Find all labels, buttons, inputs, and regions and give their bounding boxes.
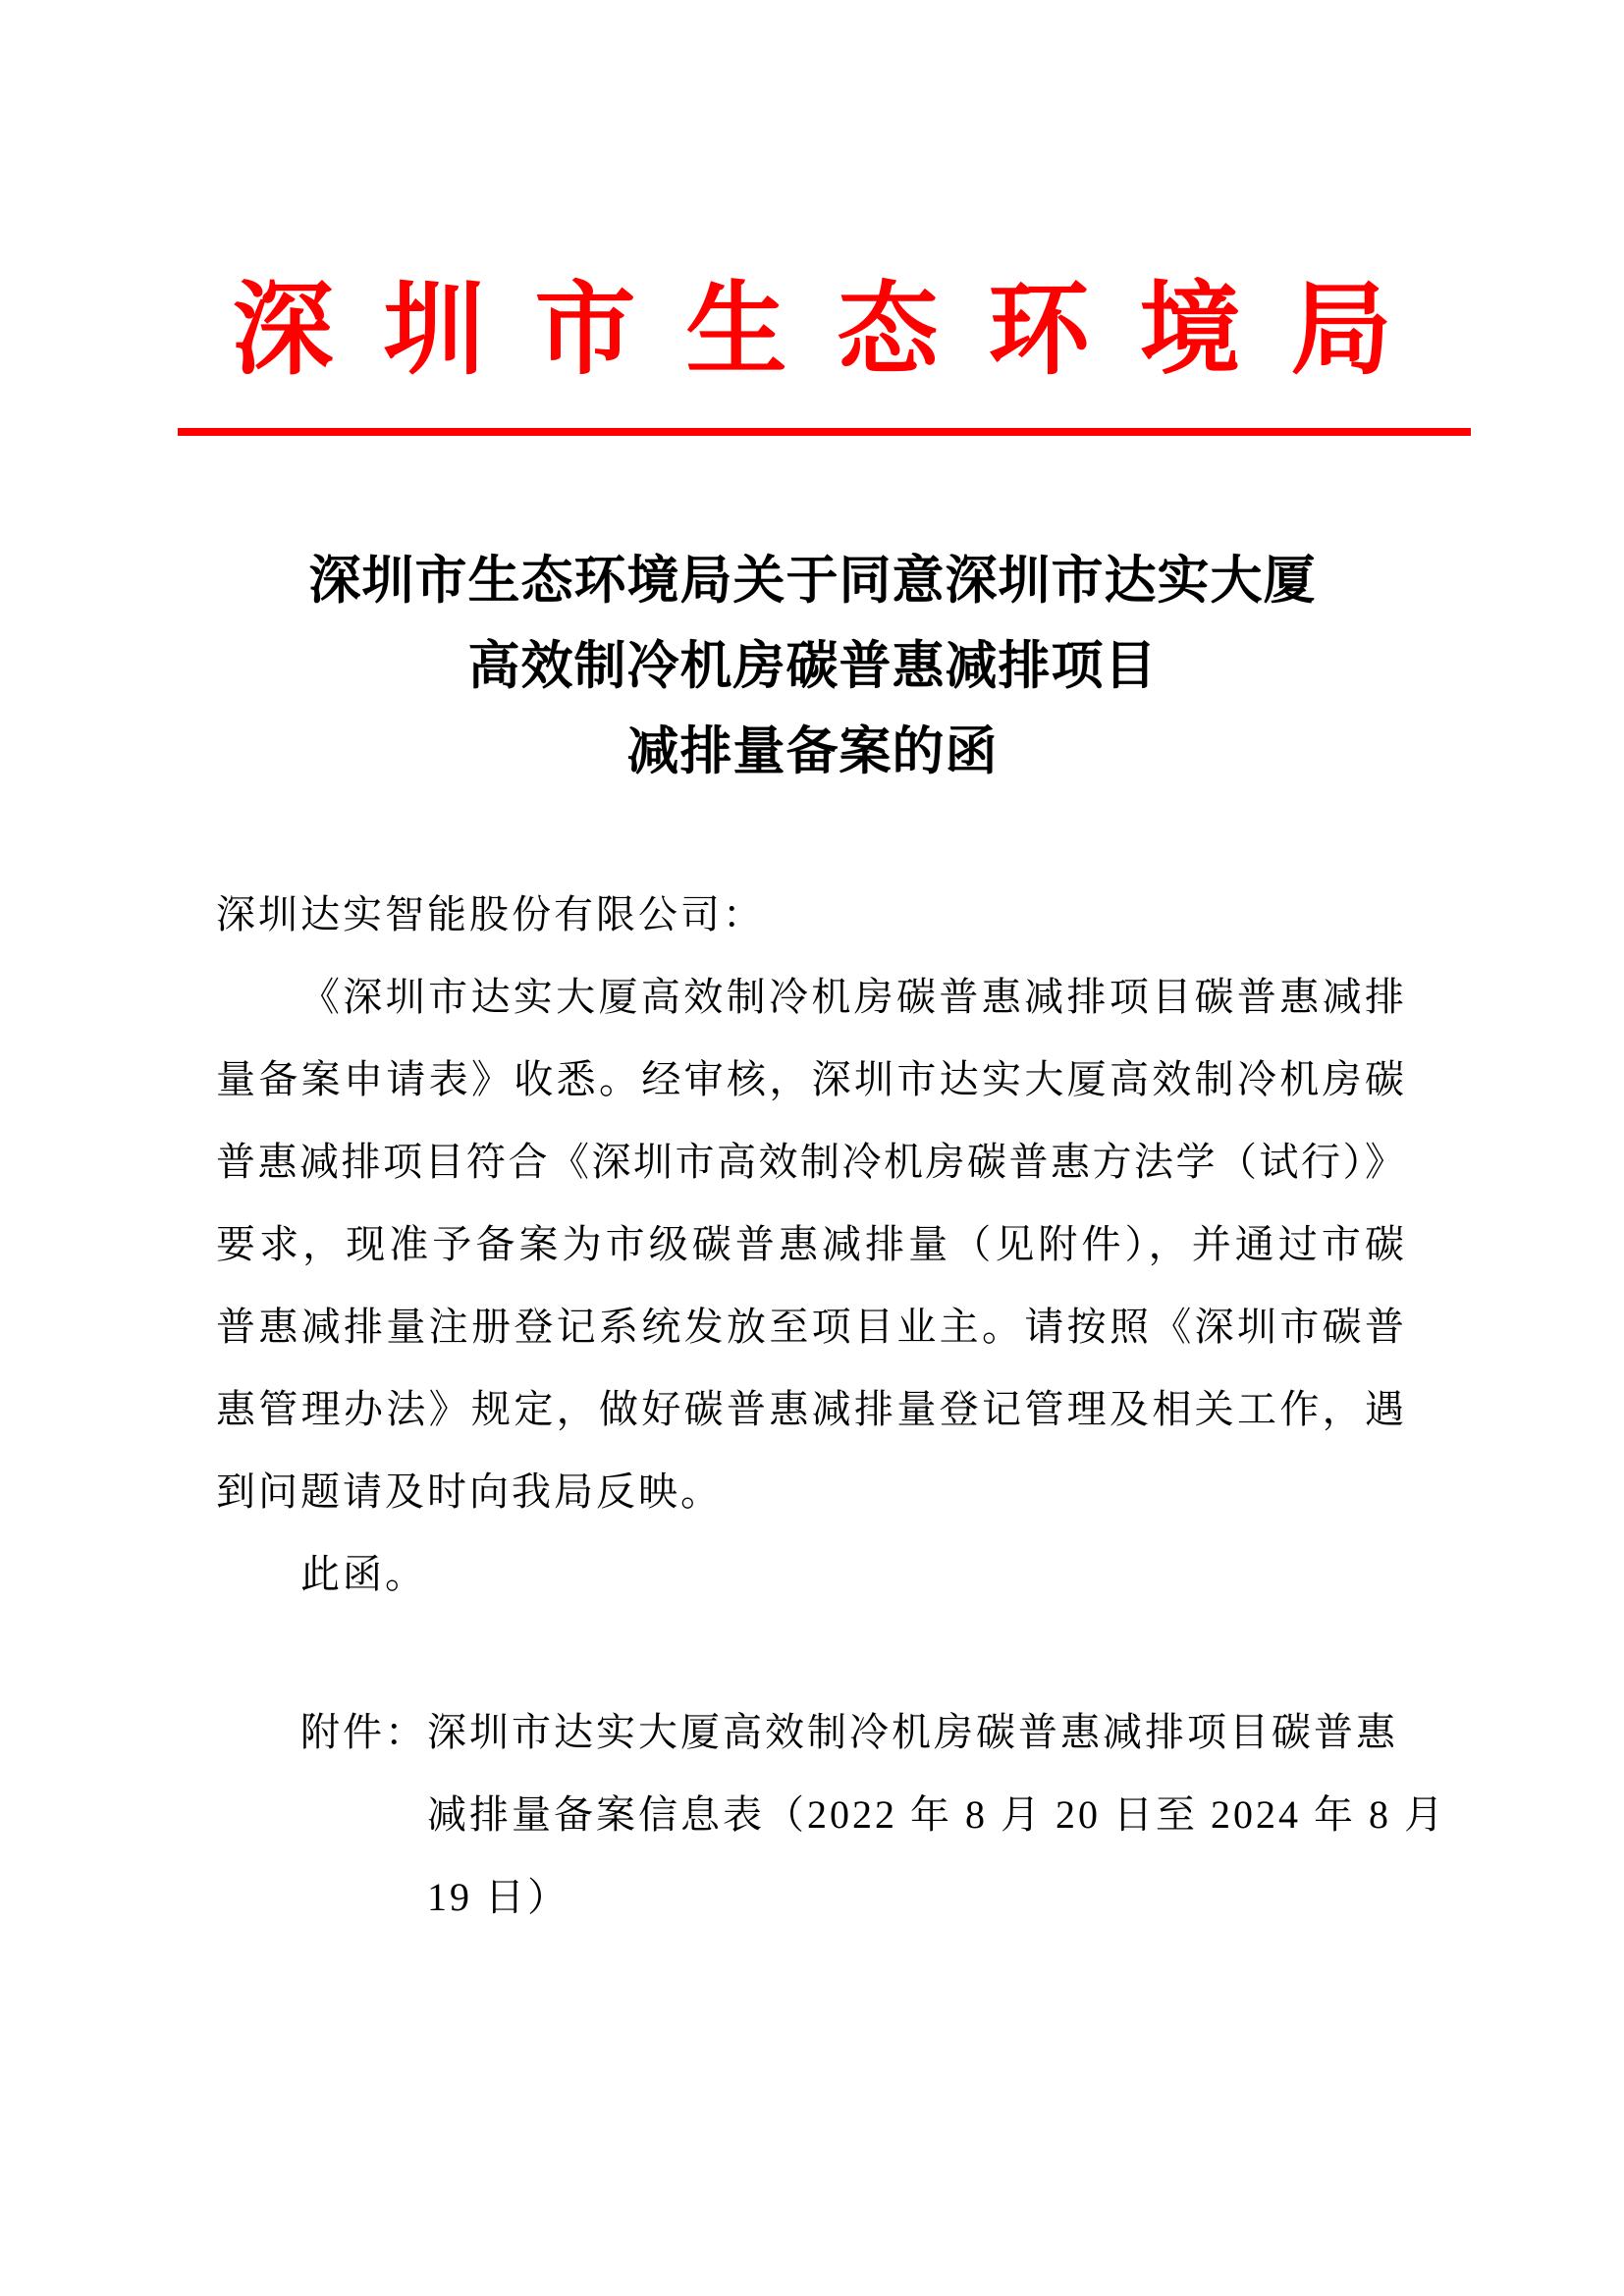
letter-body-line: 要求，现准予备案为市级碳普惠减排量（见附件），并通过市碳: [216, 1222, 1404, 1266]
agency-letterhead: 深圳市生态环境局: [232, 275, 1442, 387]
document-title: [0, 539, 1624, 795]
letter-body-line: 深圳达实智能股份有限公司：: [216, 892, 765, 936]
attachment-note: [216, 1691, 1446, 1939]
letter-body-line: 到问题请及时向我局反映。: [216, 1469, 723, 1514]
document-title-line: 高效制冷机房碳普惠减排项目: [467, 638, 1158, 695]
attachment-note-line: 减排量备案信息表（2022 年 8 月 20 日至 2024 年 8 月: [427, 1792, 1446, 1837]
letter-body-line: 惠管理办法》规定，做好碳普惠减排量登记管理及相关工作，遇: [216, 1387, 1404, 1431]
letter-body-line: 《深圳市达实大厦高效制冷机房碳普惠减排项目碳普惠减排: [300, 975, 1404, 1019]
letter-body: [216, 874, 1404, 1616]
attachment-note-line: 附件：深圳市达实大厦高效制冷机房碳普惠减排项目碳普惠: [300, 1710, 1398, 1754]
letter-body-line: 此函。: [300, 1552, 427, 1596]
letter-body-line: 量备案申请表》收悉。经审核，深圳市达实大厦高效制冷机房碳: [216, 1057, 1404, 1101]
document-title-line: 深圳市生态环境局关于同意深圳市达实大厦: [308, 553, 1317, 610]
document-title-line: 减排量备案的函: [626, 723, 999, 780]
letter-body-line: 普惠减排项目符合《深圳市高效制冷机房碳普惠方法学（试行）》: [216, 1140, 1404, 1184]
letterhead-divider-line: [178, 428, 1471, 436]
letter-body-line: 普惠减排量注册登记系统发放至项目业主。请按照《深圳市碳普: [216, 1305, 1404, 1349]
attachment-note-line: 19 日）: [427, 1875, 569, 1919]
